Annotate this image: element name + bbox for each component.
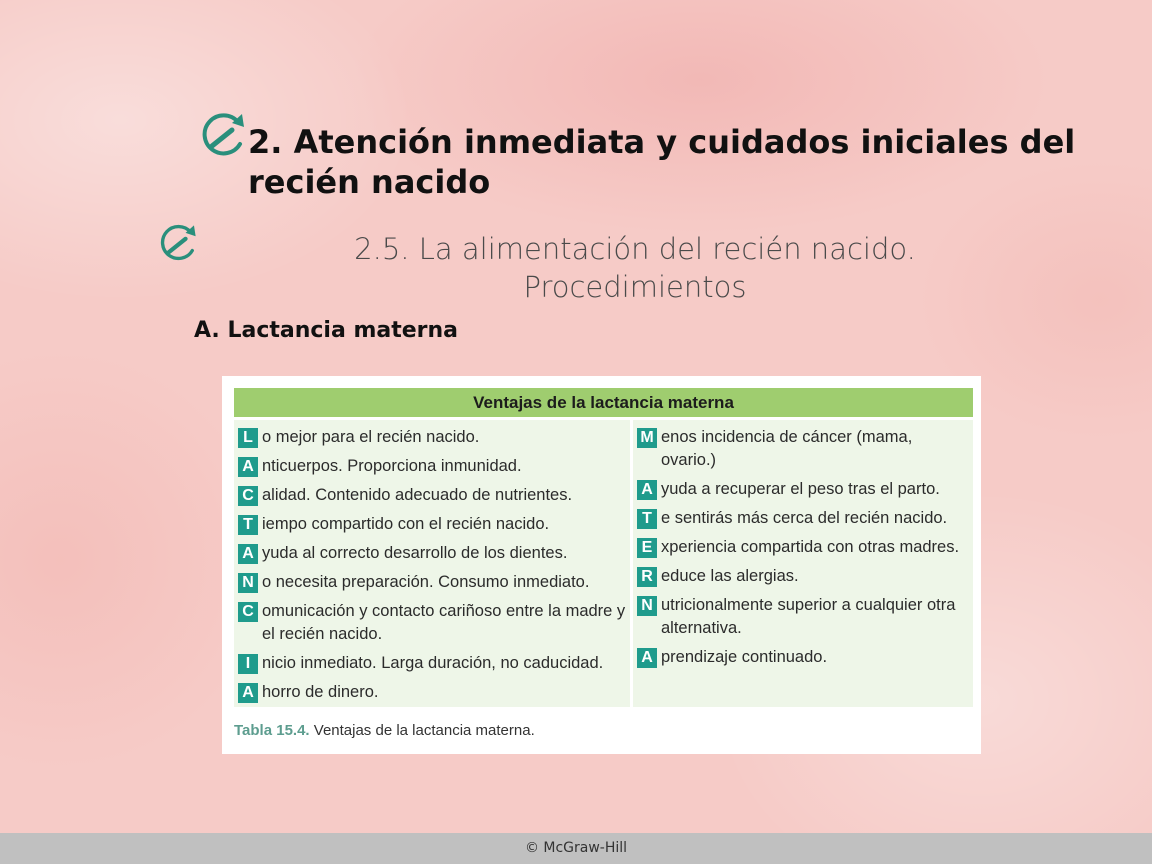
table-column-right bbox=[633, 420, 973, 707]
table-header: Ventajas de la lactancia materna bbox=[234, 388, 973, 417]
acrostic-letter: R bbox=[637, 567, 657, 587]
row-text: nticuerpos. Proporciona inmunidad. bbox=[262, 457, 522, 475]
footer-copyright: © McGraw-Hill bbox=[0, 833, 1152, 864]
table-row bbox=[238, 455, 626, 478]
table-row bbox=[637, 594, 969, 640]
acrostic-letter: N bbox=[637, 596, 657, 616]
acrostic-letter: E bbox=[637, 538, 657, 558]
acrostic-letter: A bbox=[238, 544, 258, 564]
table-row bbox=[637, 565, 969, 588]
section-heading: A. Lactancia materna bbox=[194, 318, 459, 343]
row-text: e sentirás más cerca del recién nacido. bbox=[661, 509, 948, 527]
table-caption bbox=[234, 722, 535, 739]
row-text: o mejor para el recién nacido. bbox=[262, 428, 480, 446]
table-row bbox=[637, 478, 969, 501]
row-text: utricionalmente superior a cualquier otra alternativa. bbox=[661, 596, 956, 637]
table-row bbox=[238, 426, 626, 449]
table-row bbox=[238, 542, 626, 565]
row-text: alidad. Contenido adecuado de nutrientes. bbox=[262, 486, 573, 504]
row-text: yuda a recuperar el peso tras el parto. bbox=[661, 480, 940, 498]
table-row bbox=[637, 507, 969, 530]
table-row bbox=[238, 484, 626, 507]
row-text: xperiencia compartida con otras madres. bbox=[661, 538, 960, 556]
table-row bbox=[238, 513, 626, 536]
acrostic-letter: M bbox=[637, 428, 657, 448]
row-text: omunicación y contacto cariñoso entre la madre y el recién nacido. bbox=[262, 602, 626, 643]
table-row bbox=[238, 571, 626, 594]
refresh-pencil-icon bbox=[198, 110, 248, 160]
table-row bbox=[238, 652, 626, 675]
table-column-left bbox=[234, 420, 630, 707]
row-text: horro de dinero. bbox=[262, 683, 379, 701]
row-text: enos incidencia de cáncer (mama, ovario.) bbox=[661, 428, 913, 469]
acrostic-letter: C bbox=[238, 602, 258, 622]
page-title: 2. Atención inmediata y cuidados iniciales del recién nacido bbox=[248, 123, 1076, 201]
table-row bbox=[637, 646, 969, 669]
row-text: educe las alergias. bbox=[661, 567, 799, 585]
acrostic-letter: L bbox=[238, 428, 258, 448]
advantages-table bbox=[222, 376, 981, 754]
acrostic-letter: T bbox=[238, 515, 258, 535]
acrostic-letter: N bbox=[238, 573, 258, 593]
table-row bbox=[238, 600, 626, 646]
table-row bbox=[238, 681, 626, 704]
section-subtitle: 2.5. La alimentación del recién nacido. Procedimientos bbox=[354, 232, 916, 304]
acrostic-letter: A bbox=[238, 457, 258, 477]
acrostic-letter: I bbox=[238, 654, 258, 674]
row-text: prendizaje continuado. bbox=[661, 648, 828, 666]
table-row bbox=[637, 536, 969, 559]
caption-text: Ventajas de la lactancia materna. bbox=[309, 722, 535, 739]
acrostic-letter: A bbox=[637, 480, 657, 500]
row-text: yuda al correcto desarrollo de los dientes. bbox=[262, 544, 568, 562]
acrostic-letter: T bbox=[637, 509, 657, 529]
row-text: iempo compartido con el recién nacido. bbox=[262, 515, 550, 533]
acrostic-letter: A bbox=[637, 648, 657, 668]
acrostic-letter: A bbox=[238, 683, 258, 703]
row-text: o necesita preparación. Consumo inmediato. bbox=[262, 573, 590, 591]
row-text: nicio inmediato. Larga duración, no caducidad. bbox=[262, 654, 604, 672]
table-row bbox=[637, 426, 969, 472]
refresh-pencil-icon bbox=[157, 222, 199, 264]
acrostic-letter: C bbox=[238, 486, 258, 506]
caption-label: Tabla 15.4. bbox=[234, 722, 310, 739]
